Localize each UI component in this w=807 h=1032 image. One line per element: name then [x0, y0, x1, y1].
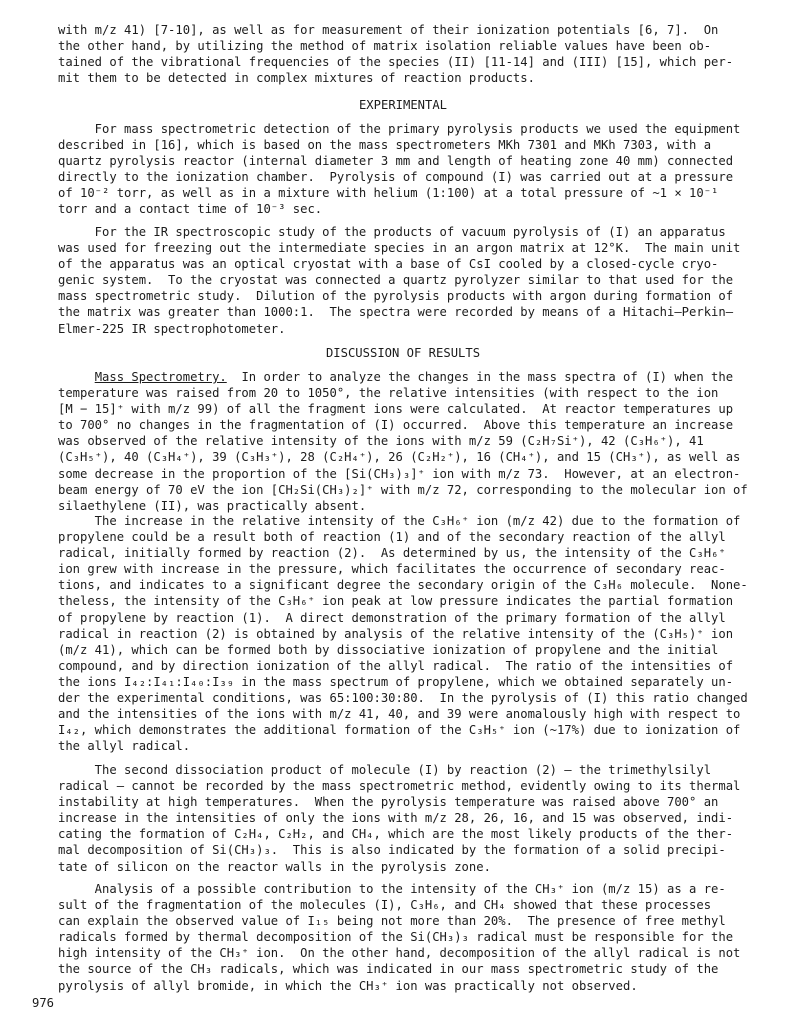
text-line: sult of the fragmentation of the molecules (I), C₃H₆, and CH₄ showed that these processes	[58, 898, 712, 913]
experimental-paragraph-2	[58, 224, 748, 337]
text-line: genic system. To the cryostat was connected a quartz pyrolyzer similar to that used for the	[58, 273, 734, 288]
section-title-mass-spectrometry: Mass Spectrometry.	[94, 370, 227, 384]
text-line: (m/z 41), which can be formed both by dissociative ionization of propylene and the initial	[58, 642, 719, 657]
text-line: radical — cannot be recorded by the mass spectrometric method, evidently owing to its thermal	[58, 779, 741, 794]
methyl-paragraph	[58, 881, 748, 994]
trimethylsilyl-paragraph	[58, 762, 748, 875]
text-line: directly to the ionization chamber. Pyrolysis of compound (I) was carried out at a pressure	[58, 170, 734, 185]
text-line: torr and a contact time of 10⁻³ sec.	[58, 202, 323, 217]
text-line: temperature was raised from 20 to 1050°, the relative intensities (with respect to the ion	[58, 386, 719, 401]
text-line: pyrolysis of allyl bromide, in which the CH₃⁺ ion was practically not observed.	[58, 978, 638, 993]
text-line: instability at high temperatures. When the pyrolysis temperature was raised above 700° an	[58, 795, 719, 810]
text-line: with m/z 41) [7-10], as well as for measurement of their ionization potentials [6, 7]. On	[58, 23, 719, 37]
text-line: was observed of the relative intensity of the ions with m/z 59 (C₂H₇Si⁺), 42 (C₃H₆⁺), 41	[58, 434, 704, 449]
text-line: and the intensities of the ions with m/z 41, 40, and 39 were anomalously high with respect to	[58, 707, 741, 722]
text-line: of propylene by reaction (1). A direct demonstration of the primary formation of the allyl	[58, 610, 726, 625]
experimental-paragraph-1	[58, 121, 748, 218]
text-line: increase in the intensities of only the ions with m/z 28, 26, 16, and 15 was observed, indi-	[58, 811, 734, 826]
discussion-heading: DISCUSSION OF RESULTS	[325, 346, 481, 360]
text-line: cating the formation of C₂H₄, C₂H₂, and CH₄, which are the most likely products of the ther-	[58, 827, 734, 842]
text-span: In order to analyze the changes in the mass spectra of (I) when the	[226, 370, 734, 384]
text-line	[58, 369, 748, 385]
intro-paragraph	[58, 22, 748, 86]
text-line: to 700° no changes in the fragmentation of (I) occurred. Above this temperature an increase	[58, 418, 734, 433]
text-line: tate of silicon on the reactor walls in the pyrolysis zone.	[58, 859, 491, 874]
text-line: some decrease in the proportion of the [Si(CH₃)₃]⁺ ion with m/z 73. However, at an electron-	[58, 466, 741, 481]
text-line: For the IR spectroscopic study of the products of vacuum pyrolysis of (I) an apparatus	[58, 225, 726, 239]
text-line: der the experimental conditions, was 65:100:30:80. In the pyrolysis of (I) this ratio changed	[58, 691, 748, 706]
text-line: mass spectrometric study. Dilution of the pyrolysis products with argon during formation of	[58, 289, 734, 304]
text-line: (C₃H₅⁺), 40 (C₃H₄⁺), 39 (C₃H₃⁺), 28 (C₂H₄⁺), 26 (C₂H₂⁺), 16 (CH₄⁺), and 15 (CH₃⁺), as well as	[58, 450, 741, 465]
text-line: described in [16], which is based on the mass spectrometers MKh 7301 and MKh 7303, with a	[58, 138, 712, 153]
text-line: [M − 15]⁺ with m/z 99) of all the fragment ions were calculated. At reactor temperatures up	[58, 402, 734, 417]
text-line: can explain the observed value of I₁₅ being not more than 20%. The presence of free methyl	[58, 914, 726, 929]
text-line: radical, initially formed by reaction (2). As determined by us, the intensity of the C₃H₆⁺	[58, 546, 726, 561]
text-line: For mass spectrometric detection of the primary pyrolysis products we used the equipment	[58, 122, 741, 136]
text-line: theless, the intensity of the C₃H₆⁺ ion peak at low pressure indicates the partial formation	[58, 594, 734, 609]
page-number: 976	[32, 996, 55, 1010]
text-line: radical in reaction (2) is obtained by analysis of the relative intensity of the (C₃H₅)⁺ ion	[58, 626, 734, 641]
text-line: the allyl radical.	[58, 739, 191, 754]
text-line: mit them to be detected in complex mixtures of reaction products.	[58, 71, 535, 86]
text-line: was used for freezing out the intermediate species in an argon matrix at 12°K. The main unit	[58, 241, 741, 256]
text-line: compound, and by direction ionization of the allyl radical. The ratio of the intensities of	[58, 658, 734, 673]
mass-spectrometry-paragraph	[58, 369, 748, 514]
text-line: the other hand, by utilizing the method of matrix isolation reliable values have been ob-	[58, 39, 712, 54]
text-line: ion grew with increase in the pressure, which facilitates the occurrence of secondary reac-	[58, 562, 726, 577]
text-line: the ions I₄₂:I₄₁:I₄₀:I₃₉ in the mass spectrum of propylene, which we obtained separately un-	[58, 674, 734, 689]
text-line: I₄₂, which demonstrates the additional formation of the C₃H₅⁺ ion (~17%) due to ionization of	[58, 723, 741, 738]
text-line: of 10⁻² torr, as well as in a mixture with helium (1:100) at a total pressure of ~1 × 10⁻¹	[58, 186, 719, 201]
text-line: quartz pyrolysis reactor (internal diameter 3 mm and length of heating zone 40 mm) connected	[58, 154, 734, 169]
experimental-heading: EXPERIMENTAL	[358, 98, 448, 112]
text-line: tions, and indicates to a significant degree the secondary origin of the C₃H₆ molecule. None-	[58, 578, 748, 593]
text-line: silaethylene (II), was practically absent.	[58, 498, 367, 513]
text-line: propylene could be a result both of reaction (1) and of the secondary reaction of the allyl	[58, 530, 726, 545]
text-line: Analysis of a possible contribution to the intensity of the CH₃⁺ ion (m/z 15) as a re-	[58, 882, 726, 896]
text-line: high intensity of the CH₃⁺ ion. On the other hand, decomposition of the allyl radical is not	[58, 946, 741, 961]
text-line: of the apparatus was an optical cryostat with a base of CsI cooled by a closed-cycle cryo-	[58, 257, 719, 272]
text-line: mal decomposition of Si(CH₃)₃. This is also indicated by the formation of a solid precipi-	[58, 843, 726, 858]
text-line: The second dissociation product of molecule (I) by reaction (2) — the trimethylsilyl	[58, 763, 712, 777]
propylene-paragraph	[58, 513, 748, 754]
text-line: Elmer-225 IR spectrophotometer.	[58, 321, 286, 336]
text-line: beam energy of 70 eV the ion [CH₂Si(CH₃)₂]⁺ with m/z 72, corresponding to the molecular ion of	[58, 482, 748, 497]
text-line: the matrix was greater than 1000:1. The spectra were recorded by means of a Hitachi–Perkin–	[58, 305, 734, 320]
text-line: tained of the vibrational frequencies of the species (II) [11-14] and (III) [15], which per-	[58, 55, 734, 70]
text-line: The increase in the relative intensity of the C₃H₆⁺ ion (m/z 42) due to the formation of	[58, 514, 741, 528]
text-line: radicals formed by thermal decomposition of the Si(CH₃)₃ radical must be responsible for the	[58, 930, 734, 945]
text-line: the source of the CH₃ radicals, which was indicated in our mass spectrometric study of the	[58, 962, 719, 977]
